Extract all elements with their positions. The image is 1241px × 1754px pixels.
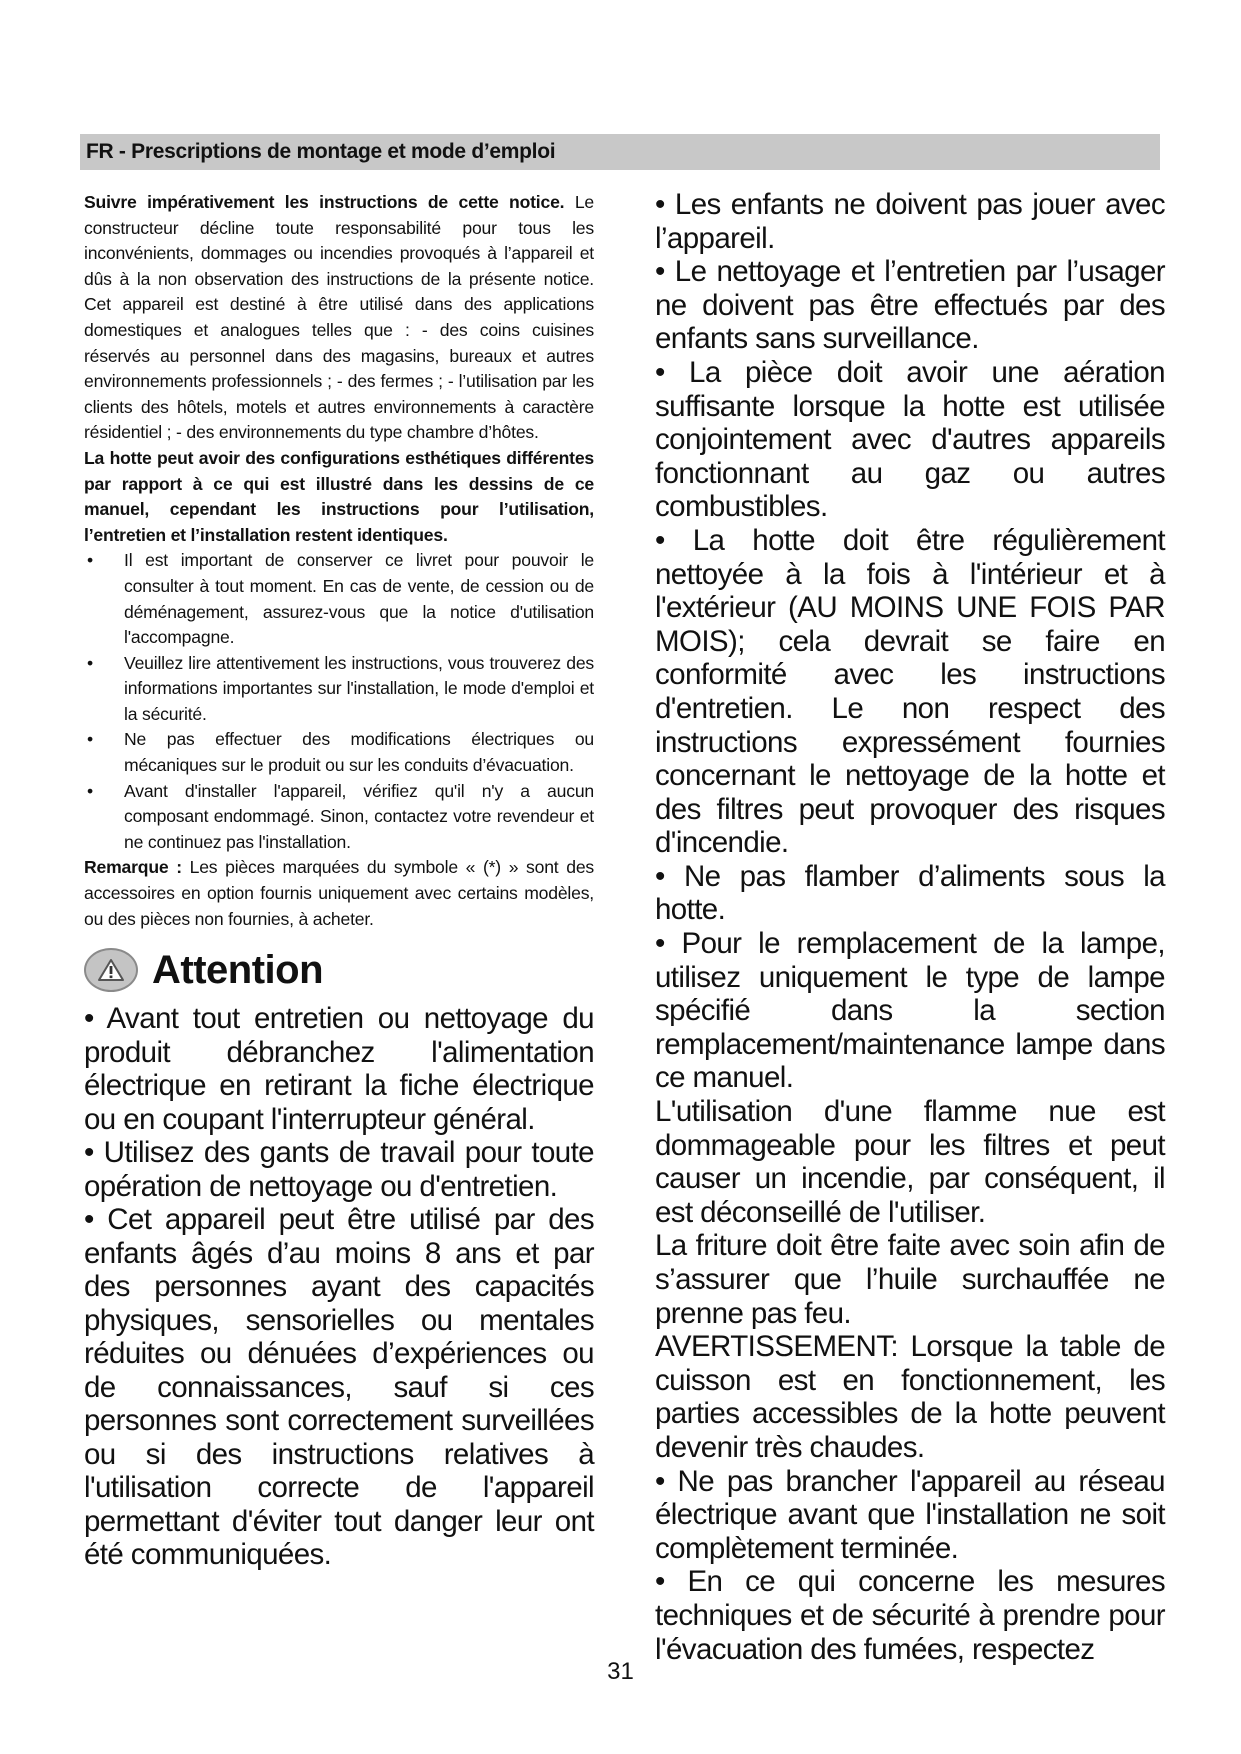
safety-paragraph: L'utilisation d'une flamme nue est dommageable pour les filtres et peut causer un incendie, par conséquent, il est déconseillé de l'utiliser. xyxy=(655,1095,1165,1229)
right-column xyxy=(655,188,1165,1666)
attention-paragraph: • Utilisez des gants de travail pour toute opération de nettoyage ou d'entretien. xyxy=(84,1136,594,1203)
left-column xyxy=(84,190,594,1572)
remark-paragraph xyxy=(84,855,594,932)
safety-paragraph: AVERTISSEMENT: Lorsque la table de cuisson est en fonctionnement, les parties accessibles de la hotte peuvent devenir très chaudes. xyxy=(655,1330,1165,1464)
attention-paragraph: • Avant tout entretien ou nettoyage du produit débranchez l'alimentation électrique en retirant la fiche électrique ou en coupant l'interrupteur général. xyxy=(84,1002,594,1136)
section-header xyxy=(80,134,1160,170)
list-item-text: Il est important de conserver ce livret pour pouvoir le consulter à tout moment. En cas de vente, de cession ou de déménagement, assurez-vous que la notice d'utilisation l'accompagne. xyxy=(124,550,594,648)
safety-paragraph: • Pour le remplacement de la lampe, utilisez uniquement le type de lampe spécifié dans la section remplacement/maintenance lampe dans ce manuel. xyxy=(655,927,1165,1095)
list-item xyxy=(84,548,594,650)
safety-paragraph: • La pièce doit avoir une aération suffisante lorsque la hotte est utilisée conjointement avec d'autres appareils fonctionnant au gaz ou autres combustibles. xyxy=(655,355,1165,524)
safety-paragraph: • Le nettoyage et l’entretien par l’usager ne doivent pas être effectués par des enfants sans surveillance. xyxy=(655,255,1165,356)
safety-paragraph: • Les enfants ne doivent pas jouer avec l’appareil. xyxy=(655,188,1165,255)
bullet: • xyxy=(87,780,93,801)
list-item xyxy=(84,727,594,778)
safety-paragraph: • La hotte doit être régulièrement nettoyée à la fois à l'intérieur et à l'extérieur (AU MOINS UNE FOIS PAR MOIS); cela devrait se faire en conformité avec les instructions d'entretien. Le non respect des instructions expressément fournies concernant le nettoyage de la hotte et des filtres peut provoquer des risques d'incendie. xyxy=(655,523,1165,860)
section-title: FR - Prescriptions de montage et mode d’emploi xyxy=(86,140,556,163)
list-item-text: Veuillez lire attentivement les instructions, vous trouverez des informations importantes sur l'installation, le mode d'emploi et la sécurité. xyxy=(124,652,594,724)
attention-paragraph: • Cet appareil peut être utilisé par des enfants âgés d’au moins 8 ans et par des personnes ayant des capacités physiques, sensorielles ou mentales réduites ou dénuées d’expériences ou de connaissances, sauf si ces personnes sont correctement surveillées ou si des instructions relatives à l'utilisation correcte de l'appareil permettant d'éviter tout danger leur ont été communiquées. xyxy=(84,1203,594,1572)
instruction-list xyxy=(84,548,594,855)
config-bold: La hotte peut avoir des configurations esthétiques différentes par rapport à ce qui est illustré dans les dessins de ce manuel, cependant les instructions pour l’utilisation, l’entretien et l’installation restent identiques. xyxy=(84,447,594,545)
list-item xyxy=(84,651,594,728)
bullet: • xyxy=(87,550,93,571)
intro-bold: Suivre impérativement les instructions de cette notice. xyxy=(84,192,565,212)
config-paragraph xyxy=(84,446,594,548)
safety-paragraph: La friture doit être faite avec soin afin de s’assurer que l’huile surchauffée ne prenne pas feu. xyxy=(655,1229,1165,1330)
safety-paragraph: • En ce qui concerne les mesures techniques et de sécurité à prendre pour l'évacuation des fumées, respectez xyxy=(655,1565,1165,1666)
list-item-text: Avant d'installer l'appareil, vérifiez qu'il n'y a aucun composant endommagé. Sinon, contactez votre revendeur et ne continuez pas l'installation. xyxy=(124,780,594,852)
warning-icon xyxy=(84,948,138,992)
attention-title: Attention xyxy=(152,948,324,993)
list-item xyxy=(84,779,594,856)
remark-text: Les pièces marquées du symbole « (*) » sont des accessoires en option fournis uniquement avec certains modèles, ou des pièces non fournies, à acheter. xyxy=(84,857,595,929)
safety-paragraph: • Ne pas brancher l'appareil au réseau électrique avant que l'installation ne soit complètement terminée. xyxy=(655,1464,1165,1565)
page-number: 31 xyxy=(607,1658,634,1685)
safety-paragraph: • Ne pas flamber d’aliments sous la hotte. xyxy=(655,859,1165,927)
attention-heading xyxy=(84,942,594,998)
intro-text: Le constructeur décline toute responsabilité pour tous les inconvénients, dommages ou incendies provoqués à l’appareil et dûs à la non observation des instructions de la présente notice. Cet appareil est destiné à être utilisé dans des applications domestiques et analogues telles que : - des coins cuisines réservés au personnel dans des magasins, bureaux et autres environnements professionnels ; - des fermes ; - l’utilisation par les clients des hôtels, motels et autres environnements à caractère résidentiel ; - des environnements du type chambre d’hôtes. xyxy=(84,192,595,443)
intro-paragraph xyxy=(84,190,594,446)
list-item-text: Ne pas effectuer des modifications électriques ou mécaniques sur le produit ou sur les conduits d’évacuation. xyxy=(124,729,594,776)
remark-bold: Remarque : xyxy=(84,857,182,878)
bullet: • xyxy=(87,729,93,750)
bullet: • xyxy=(87,652,93,673)
